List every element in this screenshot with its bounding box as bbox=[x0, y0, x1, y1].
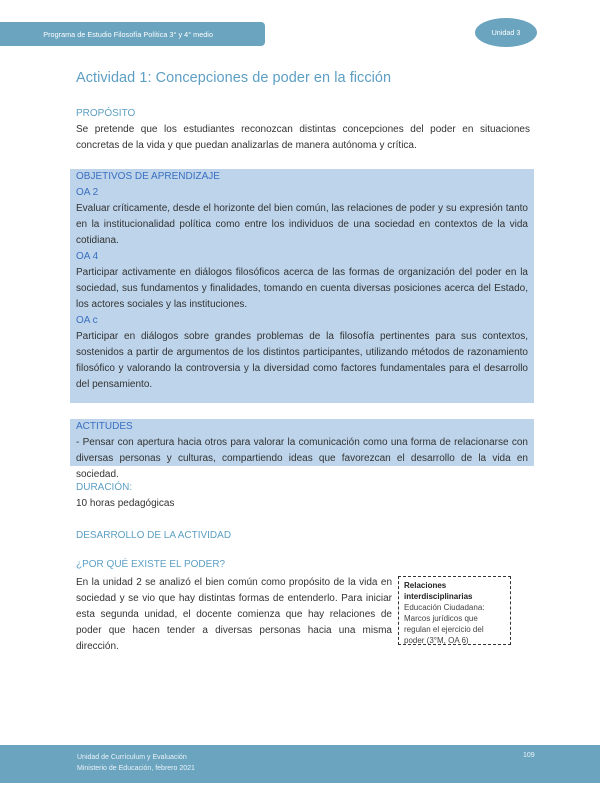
interdisciplinary-box bbox=[398, 576, 511, 645]
program-title: Programa de Estudio Filosofía Política 3° y 4° medio bbox=[43, 29, 213, 39]
objective-text: Evaluar críticamente, desde el horizonte del bien común, las relaciones de poder y su expresión tanto en la institucionalidad política como entre los individuos de una sociedad en contextos de la vida cotidiana. bbox=[76, 203, 528, 246]
objective-code: OA 2 bbox=[76, 187, 99, 198]
interdisciplinary-text: Marcos jurídicos que regulan el ejercicio del poder (3°M, OA 6) bbox=[404, 614, 484, 645]
duration-label: DURACIÓN: bbox=[76, 482, 133, 493]
development-label: DESARROLLO DE LA ACTIVIDAD bbox=[76, 530, 232, 541]
purpose-label: PROPÓSITO bbox=[76, 108, 136, 119]
objective-code: OA 4 bbox=[76, 251, 99, 262]
unit-badge-label: Unidad 3 bbox=[491, 28, 521, 37]
objective-code: OA c bbox=[76, 315, 98, 326]
footer-credits bbox=[77, 752, 195, 774]
interdisciplinary-title: Relaciones interdisciplinarias bbox=[404, 581, 473, 601]
objectives-label: OBJETIVOS DE APRENDIZAJE bbox=[76, 171, 220, 182]
learning-objectives-box bbox=[70, 169, 534, 403]
activity-title: Actividad 1: Concepciones de poder en la ficción bbox=[76, 70, 392, 86]
objective-text: Participar en diálogos sobre grandes problemas de la filosofía pertinentes para sus contextos, sostenidos a partir de argumentos de los distintos participantes, utilizando métodos de razonamiento filosófico y valorando la controversia y la diversidad como factores fundamentales para el desarrollo del pensamiento. bbox=[76, 331, 528, 390]
attitudes-box bbox=[70, 419, 534, 480]
objective-text: Participar activamente en diálogos filosóficos acerca de las formas de organización del poder en la sociedad, sus fundamentos y finalidades, tomando en cuenta diversas posiciones acerca del Estado, los actores sociales y las instituciones. bbox=[76, 267, 528, 310]
unit-badge bbox=[475, 18, 537, 47]
attitudes-text: - Pensar con apertura hacia otros para valorar la comunicación como una forma de relacionarse con diversas personas y culturas, compartiendo ideas que favorezcan el desarrollo de la vida en sociedad. bbox=[76, 437, 528, 480]
why-power-label: ¿POR QUÉ EXISTE EL PODER? bbox=[76, 559, 226, 570]
purpose-text: Se pretende que los estudiantes reconozcan distintas concepciones del poder en situaciones concretas de la vida y que puedan analizarlas de manera autónoma y crítica. bbox=[76, 124, 530, 151]
attitudes-label: ACTITUDES bbox=[76, 421, 133, 432]
why-power-text: En la unidad 2 se analizó el bien común como propósito de la vida en sociedad y se vio que hay distintas formas de entenderlo. Para iniciar esta segunda unidad, el docente comienza que hay relaciones de poder que hacen tender a diversas personas hacia una misma dirección. bbox=[76, 577, 392, 652]
program-header-bar bbox=[0, 22, 265, 46]
footer-line-1: Unidad de Currículum y Evaluación bbox=[77, 754, 187, 761]
interdisciplinary-subject: Educación Ciudadana: bbox=[404, 603, 485, 612]
duration-text: 10 horas pedagógicas bbox=[76, 498, 175, 509]
page-footer bbox=[0, 745, 600, 783]
footer-line-2: Ministerio de Educación, febrero 2021 bbox=[77, 765, 195, 772]
page-number: 109 bbox=[523, 752, 535, 759]
